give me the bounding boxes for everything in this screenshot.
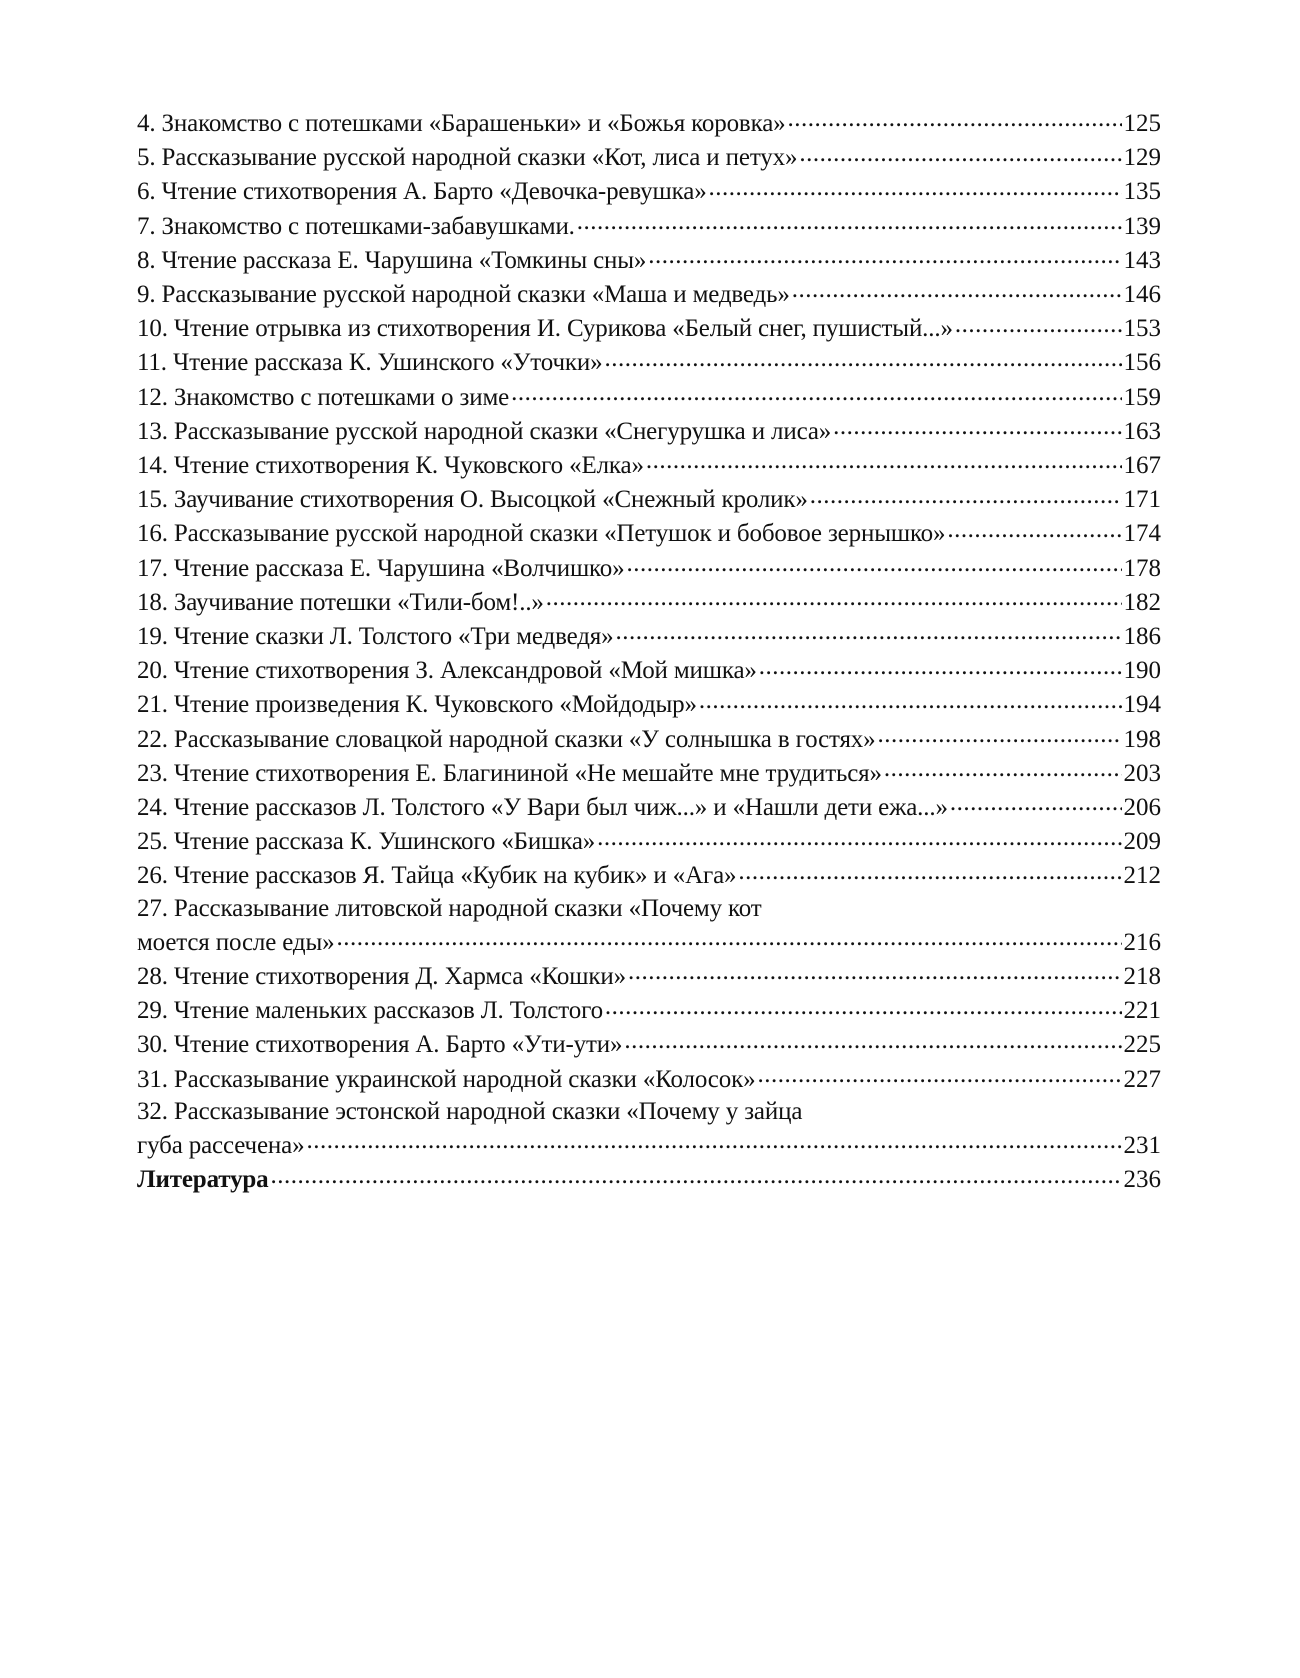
- toc-entry-title: 10. Чтение отрывка из стихотворения И. Сурикова «Белый снег, пушистый...»: [137, 315, 953, 343]
- dot-leader: [884, 756, 1122, 781]
- toc-entry-14[interactable]: [137, 448, 1161, 482]
- dot-leader: [646, 448, 1122, 473]
- dot-leader: [699, 687, 1122, 712]
- toc-entry-title: 18. Заучивание потешки «Тили-бом!..»: [137, 588, 544, 616]
- toc-entry-title: 16. Рассказывание русской народной сказки «Петушок и бобовое зернышко»: [137, 520, 946, 548]
- toc-page-number: 236: [1123, 1166, 1161, 1194]
- toc-page-number: 194: [1123, 691, 1161, 719]
- dot-leader: [624, 1027, 1121, 1052]
- toc-entry-9[interactable]: [137, 277, 1161, 311]
- toc-entry-title: моется после еды»: [137, 928, 335, 956]
- toc-page-number: 209: [1123, 828, 1161, 856]
- dot-leader: [627, 551, 1122, 576]
- toc-entry-title: 29. Чтение маленьких рассказов Л. Толстого: [137, 997, 603, 1025]
- toc-entry-30[interactable]: [137, 1027, 1161, 1061]
- toc-entry-title: 7. Знакомство с потешками-забавушками.: [137, 212, 575, 240]
- toc-entry-13[interactable]: [137, 414, 1161, 448]
- toc-page-number: 143: [1123, 246, 1161, 274]
- toc-entry-title: 28. Чтение стихотворения Д. Хармса «Кошки»: [137, 963, 626, 991]
- toc-page-number: 167: [1123, 452, 1161, 480]
- toc-page-number: 153: [1123, 315, 1161, 343]
- dot-leader: [833, 414, 1121, 439]
- toc-page-number: 135: [1123, 178, 1161, 206]
- toc-entry-27[interactable]: [137, 893, 1161, 959]
- toc-entry-10[interactable]: [137, 311, 1161, 345]
- toc-entry-title: 26. Чтение рассказов Я. Тайца «Кубик на кубик» и «Ага»: [137, 862, 737, 890]
- toc-page-number: 178: [1123, 554, 1161, 582]
- dot-leader: [648, 243, 1121, 268]
- toc-entry-15[interactable]: [137, 482, 1161, 516]
- toc-entry-title: 9. Рассказывание русской народной сказки «Маша и медведь»: [137, 281, 790, 309]
- toc-page-number: 218: [1123, 963, 1161, 991]
- toc-page-number: 198: [1123, 725, 1161, 753]
- dot-leader: [546, 585, 1122, 610]
- toc-page-number: 212: [1123, 862, 1161, 890]
- toc-entry-title-first-line: 27. Рассказывание литовской народной сказки «Почему кот: [137, 894, 762, 922]
- toc-entry-title: 22. Рассказывание словацкой народной сказки «У солнышка в гостях»: [137, 725, 876, 753]
- toc-entry-title: 8. Чтение рассказа Е. Чарушина «Томкины сны»: [137, 246, 647, 274]
- toc-entry-title: 11. Чтение рассказа К. Ушинского «Уточки»: [137, 349, 603, 377]
- toc-entry-29[interactable]: [137, 993, 1161, 1027]
- toc-entry-32[interactable]: [137, 1096, 1161, 1162]
- dot-leader: [878, 722, 1122, 747]
- dot-leader: [597, 824, 1121, 849]
- toc-entry-12[interactable]: [137, 380, 1161, 414]
- toc-page-number: 125: [1123, 110, 1161, 137]
- toc-page-number: 159: [1123, 383, 1161, 411]
- toc-entry-26[interactable]: [137, 858, 1161, 892]
- table-of-contents: [137, 106, 1161, 1197]
- toc-page-number: 139: [1123, 212, 1161, 240]
- toc-entry-title: 25. Чтение рассказа К. Ушинского «Бишка»: [137, 828, 596, 856]
- toc-page-number: 216: [1123, 928, 1161, 956]
- toc-entry-title: 19. Чтение сказки Л. Толстого «Три медведя»: [137, 623, 614, 651]
- toc-entry-31[interactable]: [137, 1062, 1161, 1096]
- toc-page-number: 156: [1123, 349, 1161, 377]
- toc-page-number: 182: [1123, 588, 1161, 616]
- toc-entry-title: 6. Чтение стихотворения А. Барто «Девочка-ревушка»: [137, 178, 707, 206]
- toc-page-number: 129: [1123, 144, 1161, 172]
- toc-entry-5[interactable]: [137, 140, 1161, 174]
- dot-leader: [950, 790, 1122, 815]
- toc-entry-21[interactable]: [137, 687, 1161, 721]
- toc-entry-25[interactable]: [137, 824, 1161, 858]
- dot-leader: [605, 993, 1122, 1018]
- toc-page-number: 163: [1123, 417, 1161, 445]
- toc-entry-title: 21. Чтение произведения К. Чуковского «Мойдодыр»: [137, 691, 697, 719]
- toc-entry-title: 23. Чтение стихотворения Е. Благининой «Не мешайте мне трудиться»: [137, 759, 882, 787]
- dot-leader: [788, 106, 1122, 131]
- dot-leader: [792, 277, 1122, 302]
- toc-entry-title: 5. Рассказывание русской народной сказки «Кот, лиса и петух»: [137, 144, 798, 172]
- toc-entry-title: 13. Рассказывание русской народной сказки «Снегурушка и лиса»: [137, 417, 832, 445]
- toc-entry-title: губа рассечена»: [137, 1132, 305, 1160]
- dot-leader: [336, 925, 1121, 950]
- toc-page-number: 221: [1123, 997, 1161, 1025]
- toc-entry-16[interactable]: [137, 516, 1161, 550]
- dot-leader: [810, 482, 1122, 507]
- toc-entry-28[interactable]: [137, 959, 1161, 993]
- toc-entry-title: 24. Чтение рассказов Л. Толстого «У Вари был чиж...» и «Нашли дети ежа...»: [137, 794, 948, 822]
- toc-entry-title: 31. Рассказывание украинской народной сказки «Колосок»: [137, 1065, 756, 1093]
- dot-leader: [757, 1062, 1121, 1087]
- toc-entry-title: Литература: [137, 1166, 269, 1194]
- toc-page-number: 171: [1123, 486, 1161, 514]
- toc-entry-6[interactable]: [137, 174, 1161, 208]
- dot-leader: [628, 959, 1122, 984]
- toc-page-number: 206: [1123, 794, 1161, 822]
- toc-entry-title: 30. Чтение стихотворения А. Барто «Ути-ути»: [137, 1031, 623, 1059]
- dot-leader: [271, 1162, 1122, 1187]
- toc-entry-20[interactable]: [137, 653, 1161, 687]
- dot-leader: [306, 1128, 1121, 1153]
- toc-page-number: 227: [1123, 1065, 1161, 1093]
- dot-leader: [759, 653, 1122, 678]
- toc-page-number: 146: [1123, 281, 1161, 309]
- dot-leader: [577, 209, 1122, 234]
- dot-leader: [738, 858, 1121, 883]
- toc-page-number: 186: [1123, 623, 1161, 651]
- toc-entry-24[interactable]: [137, 790, 1161, 824]
- toc-page-number: 225: [1123, 1031, 1161, 1059]
- toc-entry-4[interactable]: [137, 106, 1161, 140]
- toc-entry-title-first-line: 32. Рассказывание эстонской народной сказки «Почему у зайца: [137, 1097, 803, 1125]
- toc-entry-title: 4. Знакомство с потешками «Барашеньки» и «Божья коровка»: [137, 110, 786, 137]
- dot-leader: [955, 311, 1122, 336]
- dot-leader: [947, 516, 1121, 541]
- toc-entry-title: 15. Заучивание стихотворения О. Высоцкой «Снежный кролик»: [137, 486, 808, 514]
- toc-entry-19[interactable]: [137, 619, 1161, 653]
- toc-entry-8[interactable]: [137, 243, 1161, 277]
- toc-page-number: 174: [1123, 520, 1161, 548]
- dot-leader: [616, 619, 1122, 644]
- toc-page-number: 231: [1123, 1132, 1161, 1160]
- toc-page-number: 203: [1123, 759, 1161, 787]
- toc-entry-23[interactable]: [137, 756, 1161, 790]
- toc-page-number: 190: [1123, 657, 1161, 685]
- toc-entry-title: 12. Знакомство с потешками о зиме: [137, 383, 510, 411]
- toc-entry-title: 14. Чтение стихотворения К. Чуковского «Елка»: [137, 452, 644, 480]
- dot-leader: [511, 380, 1121, 405]
- toc-entry-7[interactable]: [137, 209, 1161, 243]
- toc-entry-title: 20. Чтение стихотворения З. Александровой «Мой мишка»: [137, 657, 757, 685]
- dot-leader: [799, 140, 1121, 165]
- toc-entry-11[interactable]: [137, 345, 1161, 379]
- dot-leader: [604, 345, 1121, 370]
- toc-entry-17[interactable]: [137, 551, 1161, 585]
- toc-entry-title: 17. Чтение рассказа Е. Чарушина «Волчишко»: [137, 554, 625, 582]
- toc-entry-22[interactable]: [137, 722, 1161, 756]
- toc-entry-literature[interactable]: [137, 1162, 1161, 1196]
- toc-entry-18[interactable]: [137, 585, 1161, 619]
- dot-leader: [709, 174, 1122, 199]
